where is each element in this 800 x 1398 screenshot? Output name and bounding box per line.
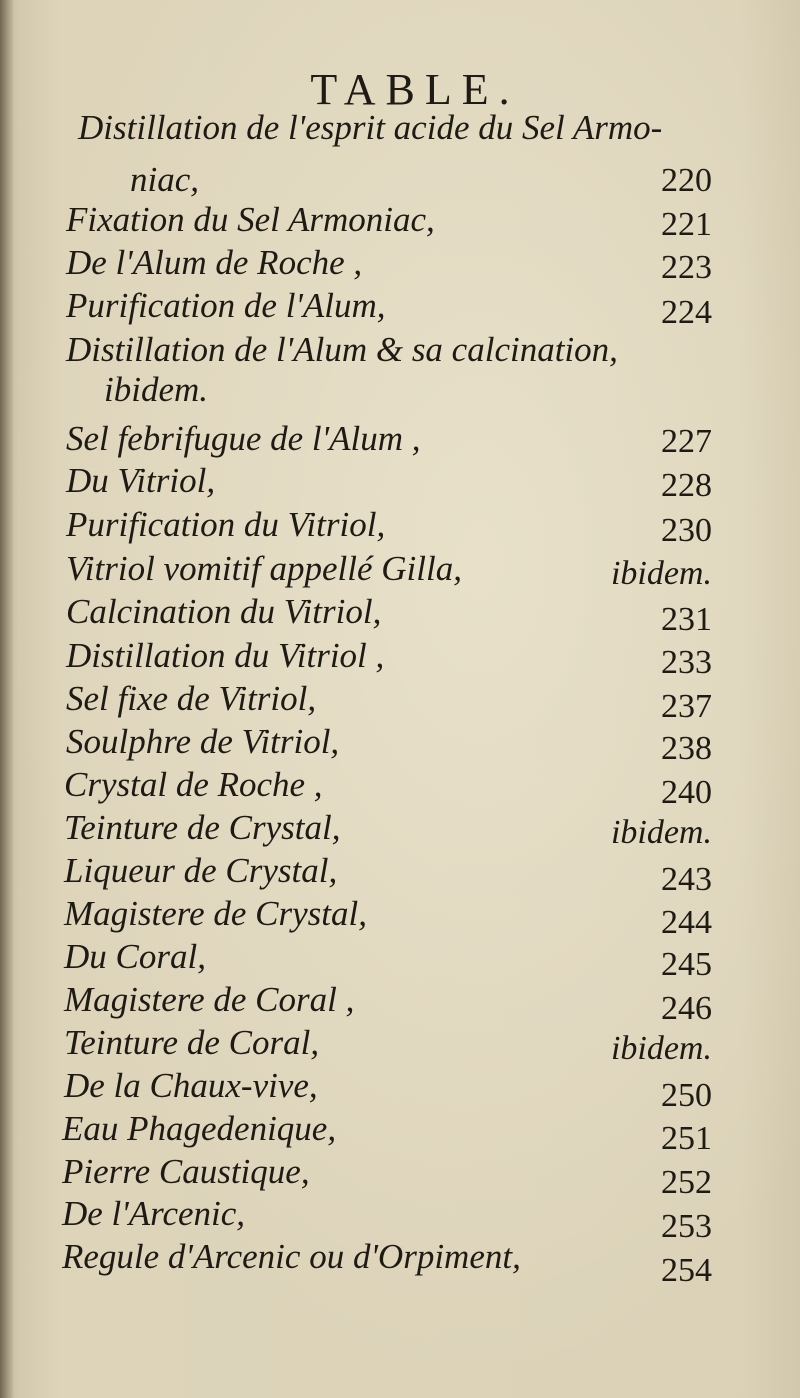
entry-page: 244 — [661, 904, 712, 941]
entry-text: Soulphre de Vitriol, — [66, 722, 340, 761]
entry-page: 230 — [661, 512, 712, 549]
entry-text: Sel fixe de Vitriol, — [66, 679, 317, 718]
entry-page: 250 — [661, 1077, 712, 1114]
entry-text: Du Vitriol, — [66, 461, 216, 500]
entry-text: De l'Arcenic, — [62, 1194, 246, 1233]
entry-text: Purification de l'Alum, — [66, 286, 386, 325]
entry-text: Teinture de Crystal, — [64, 808, 341, 847]
entry-text: Crystal de Roche , — [64, 765, 323, 804]
entry-text: Liqueur de Crystal, — [64, 851, 338, 890]
entry-page: 254 — [661, 1252, 712, 1289]
entry-text: Magistere de Coral , — [64, 980, 355, 1019]
entry-page: 228 — [661, 467, 712, 504]
entry-text: ibidem. — [104, 370, 209, 409]
entry-page: 238 — [661, 730, 712, 767]
entry-page: 224 — [661, 294, 712, 331]
entry-text: Teinture de Coral, — [64, 1023, 320, 1062]
entry-page: 252 — [661, 1164, 712, 1201]
entry-text: Distillation de l'Alum & sa calcination, — [66, 330, 618, 369]
entry-text: Calcination du Vitriol, — [66, 592, 382, 631]
entry-page: 221 — [661, 206, 712, 243]
entry-text: Vitriol vomitif appellé Gilla, — [66, 549, 462, 588]
page-title: TABLE. — [310, 65, 520, 114]
entry-text: Fixation du Sel Armoniac, — [66, 200, 435, 239]
entry-page: 231 — [661, 601, 712, 638]
entry-page: 237 — [661, 688, 712, 725]
entry-page: 253 — [661, 1208, 712, 1245]
entry-page: 240 — [661, 774, 712, 811]
entry-page: ibidem. — [610, 1030, 712, 1067]
entry-page: ibidem. — [610, 814, 712, 851]
entry-text: Regule d'Arcenic ou d'Orpiment, — [62, 1237, 521, 1276]
entry-page: ibidem. — [610, 555, 712, 592]
entry-text: Pierre Caustique, — [62, 1152, 310, 1191]
entry-page: 220 — [661, 162, 712, 199]
entry-page: 245 — [661, 946, 712, 983]
entry-page: 246 — [661, 990, 712, 1027]
entry-text: Du Coral, — [64, 937, 206, 976]
entry-text: De la Chaux-vive, — [64, 1066, 318, 1105]
entry-page: 223 — [661, 249, 712, 286]
entry-text: niac, — [130, 160, 200, 199]
entry-page: 251 — [661, 1120, 712, 1157]
entry-page: 243 — [661, 861, 712, 898]
entry-text: Distillation de l'esprit acide du Sel Armo- — [78, 108, 663, 147]
entry-page: 227 — [661, 423, 712, 460]
entry-text: Purification du Vitriol, — [66, 505, 386, 544]
entry-text: Magistere de Crystal, — [64, 894, 367, 933]
entry-text: Eau Phagedenique, — [62, 1109, 337, 1148]
entry-text: Sel febrifugue de l'Alum , — [66, 419, 421, 458]
entry-page: 233 — [661, 644, 712, 681]
entry-text: De l'Alum de Roche , — [66, 243, 363, 282]
entry-text: Distillation du Vitriol , — [66, 636, 385, 675]
